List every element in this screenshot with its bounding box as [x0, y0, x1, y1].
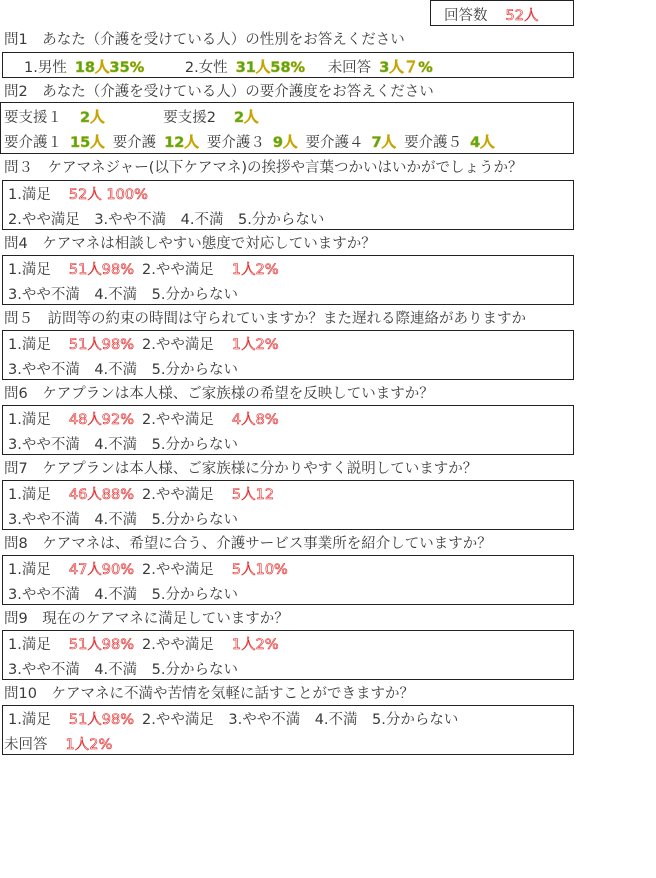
q6-row1: [8, 408, 279, 429]
q9-opt2-val: 1人2%: [231, 637, 279, 653]
q1-title: 問1 あなた（介護を受けている人）の性別をお答えください: [4, 32, 405, 48]
q1-opt-male: 1.男性: [24, 60, 67, 76]
q2-care1: 要介護１: [4, 135, 62, 151]
q2-title: 問2 あなた（介護を受けている人）の要介護度をお答えください: [4, 84, 434, 100]
q7-opt1-val: 46人88%: [68, 487, 135, 503]
q4-title: 問4 ケアマネは相談しやすい態度で対応していますか？: [4, 236, 376, 252]
q8-opt2-val: 5人10%: [231, 562, 288, 578]
q10-noanswer-val: 1人2%: [65, 737, 113, 753]
q10-row1: [8, 708, 458, 729]
q6-opt2-val: 4人8%: [231, 412, 279, 428]
q2-care3-val: 9人: [272, 135, 298, 151]
q5-opt1: 1.満足: [8, 337, 51, 353]
q1-answers: [24, 56, 433, 77]
q5-opt2-val: 1人2%: [231, 337, 279, 353]
q2-care2: 要介護: [112, 135, 157, 151]
q2-support2: 要支援2: [163, 110, 216, 126]
q9-row1: [8, 633, 279, 654]
q3-row2: 2.やや満足 3.やや不満 4.不満 5.分からない: [8, 212, 325, 228]
q10-title: 問10 ケアマネに不満や苦情を気軽に話すことができますか？: [4, 686, 414, 702]
q6-opt1: 1.満足: [8, 412, 51, 428]
q10-opt1: 1.満足: [8, 712, 51, 728]
q6-row2: 3.やや不満 4.不満 5.分からない: [8, 437, 239, 453]
q8-title: 問8 ケアマネは、希望に合う、介護サービス事業所を紹介していますか？: [4, 536, 492, 552]
q5-opt2: 2.やや満足: [142, 337, 214, 353]
q3-opt1-val: 52人 100%: [68, 187, 148, 203]
q1-val-female: 31人58%: [235, 60, 306, 76]
q4-row1: [8, 258, 279, 279]
q9-opt1: 1.満足: [8, 637, 51, 653]
q1-val-noanswer: 3人７%: [379, 60, 433, 76]
q3-opt1: 1.満足: [8, 187, 51, 203]
q5-row1: [8, 333, 279, 354]
q8-row1: [8, 558, 288, 579]
q4-opt2-val: 1人2%: [231, 262, 279, 278]
q1-val-male: 18人35%: [74, 60, 145, 76]
q9-opt1-val: 51人98%: [68, 637, 135, 653]
q2-care1-val: 15人: [70, 135, 105, 151]
q2-care3: 要介護３: [206, 135, 265, 151]
q7-title: 問7 ケアプランは本人様、ご家族様に分かりやすく説明していますか？: [4, 461, 478, 477]
q10-opt1-val: 51人98%: [68, 712, 135, 728]
q10-noanswer: 未回答: [4, 737, 48, 753]
q2-care5: 要介護５: [404, 135, 463, 151]
q2-support-row: [4, 106, 259, 127]
q8-opt2: 2.やや満足: [142, 562, 214, 578]
q7-opt2-val: 5人12: [231, 487, 275, 503]
q2-care-row: [4, 131, 495, 152]
q2-support2-val: 2人: [233, 110, 259, 126]
q3-row1: [8, 183, 148, 204]
q2-support1: 要支援１: [4, 110, 62, 126]
q4-row2: 3.やや不満 4.不満 5.分からない: [8, 287, 239, 303]
q9-row2: 3.やや不満 4.不満 5.分からない: [8, 662, 239, 678]
q9-title: 問9 現在のケアマネに満足していますか？: [4, 611, 289, 627]
q6-title: 問6 ケアプランは本人様、ご家族様の希望を反映していますか？: [4, 386, 434, 402]
q8-row2: 3.やや不満 4.不満 5.分からない: [8, 587, 239, 603]
q5-opt1-val: 51人98%: [68, 337, 135, 353]
q5-title: 問５ 訪問等の約束の時間は守られていますか？また遅れる際連絡がありますか: [4, 311, 526, 327]
q7-opt1: 1.満足: [8, 487, 51, 503]
q7-row2: 3.やや不満 4.不満 5.分からない: [8, 512, 239, 528]
q1-opt-noanswer: 未回答: [327, 60, 372, 76]
q2-care4: 要介護４: [305, 135, 364, 151]
q10-row2: [4, 733, 112, 754]
q3-title: 問３ ケアマネジャー(以下ケアマネ)の挨拶や言葉つかいはいかがでしょうか？: [4, 160, 523, 176]
q7-opt2: 2.やや満足: [142, 487, 214, 503]
q7-row1: [8, 483, 274, 504]
response-count-value: 52人: [505, 8, 539, 24]
response-count-label: 回答数: [444, 8, 488, 24]
q4-opt1-val: 51人98%: [68, 262, 135, 278]
q4-opt1: 1.満足: [8, 262, 51, 278]
q2-care5-val: 4人: [470, 135, 495, 151]
q2-care4-val: 7人: [371, 135, 397, 151]
q6-opt2: 2.やや満足: [142, 412, 214, 428]
q1-opt-female: 2.女性: [184, 60, 228, 76]
q8-opt1: 1.満足: [8, 562, 51, 578]
q6-opt1-val: 48人92%: [68, 412, 135, 428]
q9-opt2: 2.やや満足: [142, 637, 214, 653]
q10-other-opts: 2.やや満足 3.やや不満 4.不満 5.分からない: [142, 712, 459, 728]
q2-care2-val: 12人: [164, 135, 199, 151]
response-count: [444, 4, 538, 25]
q4-opt2: 2.やや満足: [142, 262, 214, 278]
q8-opt1-val: 47人90%: [68, 562, 135, 578]
q2-support1-val: 2人: [80, 110, 105, 126]
q5-row2: 3.やや不満 4.不満 5.分からない: [8, 362, 239, 378]
